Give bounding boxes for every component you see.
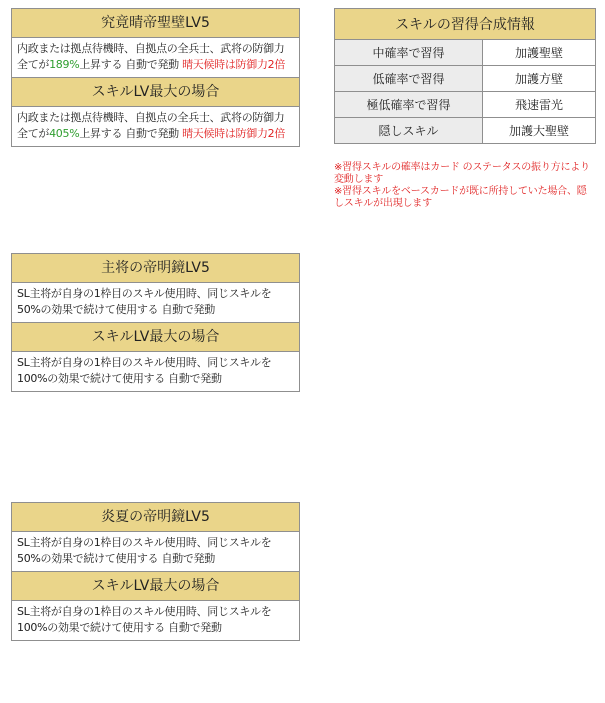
info-title: スキルの習得合成情報 [335,9,596,40]
skill-title: 究竟晴帝聖壁LV5 [12,9,299,38]
note-probability: ※習得スキルの確率はカード のステータスの振り方により変動します [334,162,590,185]
max-weather-bonus: 晴天候時は防御力2倍 [182,127,286,140]
skill-value: 189% [49,58,80,71]
skill-description: 内政または拠点待機時、自拠点の全兵士、武将の防御力全てが189%上昇する 自動で発動 晴天候時は防御力2倍 [17,42,286,71]
max-level-description: 内政または拠点待機時、自拠点の全兵士、武将の防御力全てが405%上昇する 自動で発動 晴天候時は防御力2倍 [17,111,286,140]
skill-title: 炎夏の帝明鏡LV5 [12,503,299,532]
info-notes [334,162,596,210]
max-level-description: SL主将が自身の1枠目のスキル使用時、同じスキルを100%の効果で続けて使用する 自動で発動 [17,356,272,385]
row-label: 極低確率で習得 [335,92,483,118]
skill-box-1 [11,8,300,147]
row-label: 低確率で習得 [335,66,483,92]
skill-description: SL主将が自身の1枠目のスキル使用時、同じスキルを50%の効果で続けて使用する 自動で発動 [17,536,272,565]
skill-box-3 [11,502,300,641]
row-value: 加護方壁 [483,66,596,92]
max-skill-value: 405% [49,127,80,140]
max-level-header: スキルLV最大の場合 [12,571,299,601]
skill-box-2 [11,253,300,392]
max-level-header: スキルLV最大の場合 [12,322,299,352]
row-value: 加護大聖壁 [483,118,596,144]
skill-title: 主将の帝明鏡LV5 [12,254,299,283]
table-row [335,66,596,92]
max-level-header: スキルLV最大の場合 [12,77,299,107]
table-row [335,118,596,144]
row-value: 飛速雷光 [483,92,596,118]
row-label: 中確率で習得 [335,40,483,66]
skill-synthesis-table [334,8,596,144]
table-row [335,40,596,66]
row-label: 隠しスキル [335,118,483,144]
max-level-description: SL主将が自身の1枠目のスキル使用時、同じスキルを100%の効果で続けて使用する 自動で発動 [17,605,272,634]
weather-bonus: 晴天候時は防御力2倍 [182,58,286,71]
skill-description: SL主将が自身の1枠目のスキル使用時、同じスキルを50%の効果で続けて使用する 自動で発動 [17,287,272,316]
note-hidden-skill: ※習得スキルをベースカードが既に所持していた場合、隠しスキルが出現します [334,186,587,209]
table-row [335,92,596,118]
row-value: 加護聖壁 [483,40,596,66]
